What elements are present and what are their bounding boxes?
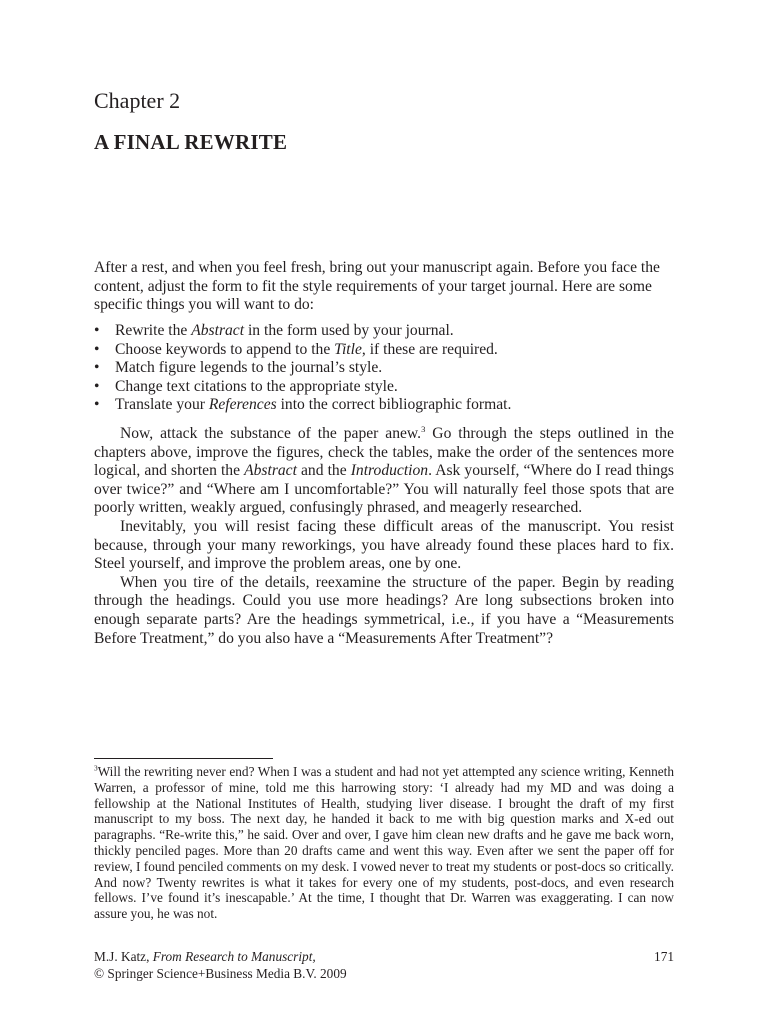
bullet-marker: • (94, 396, 100, 414)
bullet-list (94, 322, 511, 415)
body-paragraphs (94, 425, 674, 648)
list-item: • Translate your References into the correct bibliographic format. (94, 396, 512, 414)
body-paragraph: When you tire of the details, reexamine the structure of the paper. Begin by reading through the headings. Could you use more headings? Are long subsections broken into enough separate parts? Are the headings symmetrical, i.e., if you have a “Measurements Before Treatment,” do you also have a “Measurements After Treatment”? (94, 573, 674, 647)
chapter-title: A FINAL REWRITE (94, 130, 288, 154)
intro-paragraph: After a rest, and when you feel fresh, bring out your manuscript again. Before you face the content, adjust the form to fit the style requirements of your target journal. Here are some specific things you will want to do: (94, 259, 660, 314)
bullet-marker: • (94, 359, 100, 377)
bullet-marker: • (94, 340, 100, 358)
list-item: • Match figure legends to the journal’s style. (94, 359, 383, 377)
list-item: • Choose keywords to append to the Title, if these are required. (94, 340, 498, 358)
footnote-reference: 3 (421, 423, 426, 434)
footer-author: M.J. Katz, (94, 949, 153, 964)
bullet-marker: • (94, 377, 100, 395)
body-paragraph: Inevitably, you will resist facing these difficult areas of the manuscript. You resist because, through your many reworkings, you have already found these places hard to fix. Steel yourself, and improve the problem areas, one by one. (94, 517, 674, 573)
footnote-marker: 3 (94, 763, 98, 773)
bullet-marker: • (94, 322, 100, 339)
footer-citation (94, 948, 347, 982)
footnote-text: Will the rewriting never end? When I was a student and had not yet attempted any science writing, Kenneth Warren, a professor of mine, told me this harrowing story: ‘I already had my MD and was doing a fellowship at the National Institutes of Health, studying liver disease. I brought the draft of my first manuscript to my boss. The next day, he handed it back to me with big question marks and X-ed out paragraphs. “Re-write this,” he said. Over and over, I gave him clean new drafts and he gave me back worn, thickly penciled pages. More than 20 drafts came and went this way. Even after we sent the paper off for review, I found penciled comments on my desk. I vowed never to treat my students or post-docs so critically. And now? Twenty rewrites is what it takes for every one of my students, post-docs, and even research fellows. I’ve found it’s inescapable.’ At the time, I thought that Dr. Warren was exaggerating. I can now assure you, he was not. (94, 764, 674, 922)
footer-copyright: © Springer Science+Business Media B.V. 2009 (94, 966, 347, 981)
footer-book-title: From Research to Manuscript, (152, 949, 316, 964)
page-number: 171 (654, 949, 674, 964)
list-item: • Rewrite the Abstract in the form used by your journal. (94, 322, 454, 339)
footnote (94, 764, 674, 922)
footnote-divider (94, 758, 273, 759)
body-paragraph: Now, attack the substance of the paper anew.$^3$ Go through the steps outlined in the chapters above, improve the figures, check the tables, make the order of the sentences more logical, and shorten the Abstract and the Introduction. Ask yourself, “Where do I read things over twice?” and “Where am I uncomfortable?” You will naturally feel those spots that are poorly written, weakly argued, confusingly phrased, and meagerly researched. (94, 423, 674, 517)
chapter-label: Chapter 2 (94, 88, 181, 113)
list-item: • Change text citations to the appropriate style. (94, 377, 398, 395)
